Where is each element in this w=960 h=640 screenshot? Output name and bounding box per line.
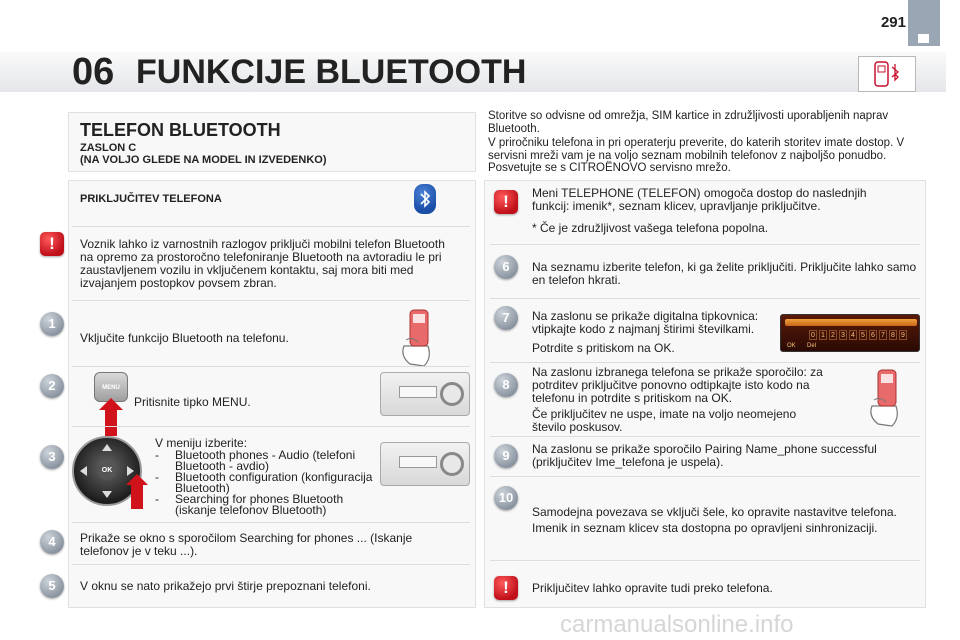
step-text: Vključite funkcijo Bluetooth na telefonu.	[80, 331, 289, 345]
intro-paragraph: V priročniku telefona in pri operaterju preverite, do katerih storitev imate dostop. V servisni mreži vam je na voljo seznam mobilnih telefonov z najboljšo ponudbo. Posvetujte se s CITROËNOVO servisno mrežo.	[488, 137, 905, 174]
keypad-digit-key: 2	[829, 330, 837, 340]
section-subtitle: (NA VOLJO GLEDE NA MODEL IN IZVEDENKO)	[80, 154, 327, 166]
divider	[490, 362, 920, 363]
digital-keypad-screen	[780, 314, 920, 352]
radio-unit-image	[380, 372, 470, 416]
step3-intro: V meniju izberite:	[155, 436, 248, 450]
menu-option: Bluetooth phones - Audio (telefoni Bluetooth - avdio)	[175, 448, 356, 473]
divider	[72, 226, 470, 227]
divider	[72, 366, 470, 367]
chapter-number: 06	[72, 51, 115, 93]
step-text: Imenik in seznam klicev sta dostopna po opravljeni sinhronizaciji.	[532, 521, 878, 535]
step-badge: 1	[40, 312, 64, 336]
keypad-digit-key: 7	[879, 330, 887, 340]
divider	[490, 244, 920, 245]
menu-key: MENU	[94, 372, 128, 402]
keypad-digit-key: 4	[849, 330, 857, 340]
bluetooth-icon	[414, 184, 436, 214]
keypad-digit-key: 3	[839, 330, 847, 340]
keypad-digit-key: 5	[859, 330, 867, 340]
divider	[72, 564, 470, 565]
step-text: Na zaslonu se prikaže digitalna tipkovnica: vtipkajte kodo z najmanj štirimi številkami.	[532, 309, 759, 336]
step-text: Samodejna povezava se vključi šele, ko opravite nastavitve telefona.	[532, 505, 897, 519]
page-number: 291	[880, 14, 906, 31]
hand-phone-icon	[396, 306, 442, 368]
keypad-digit-key: 1	[819, 330, 827, 340]
hand-phone-icon	[864, 366, 910, 428]
arrow-up-icon	[131, 485, 143, 509]
pairing-heading: PRIKLJUČITEV TELEFONA	[80, 193, 222, 205]
step-badge: 7	[494, 306, 518, 330]
keypad-del-key: Del	[807, 343, 817, 349]
step-text: Potrdite s pritiskom na OK.	[532, 341, 675, 355]
keypad-input-bar	[785, 319, 917, 326]
phone-bluetooth-icon	[858, 56, 916, 92]
ok-key: OK	[98, 462, 116, 480]
divider	[490, 436, 920, 437]
keypad-digit-key: 9	[899, 330, 907, 340]
step-badge: 2	[40, 374, 64, 398]
step-badge: 10	[494, 486, 518, 510]
step-badge: 6	[494, 255, 518, 279]
keypad-digit-key: 6	[869, 330, 877, 340]
list-bullet: -	[155, 448, 159, 462]
list-bullet: -	[155, 492, 159, 506]
warning-icon: !	[40, 232, 64, 256]
chapter-title: FUNKCIJE BLUETOOTH	[136, 53, 527, 91]
menu-option: Searching for phones Bluetooth (iskanje telefonov Bluetooth)	[175, 492, 344, 517]
step-badge: 8	[494, 373, 518, 397]
step-text: Pritisnite tipko MENU.	[134, 395, 251, 409]
intro-paragraph: Storitve so odvisne od omrežja, SIM kartice in združljivosti uporabljenih naprav Bluetooth.	[488, 110, 889, 135]
menu-option: Bluetooth configuration (konfiguracija Bluetooth)	[175, 470, 373, 495]
divider	[72, 522, 470, 523]
warning-text: Voznik lahko iz varnostnih razlogov priključi mobilni telefon Bluetooth na opremo za prostoročno telefoniranje Bluetooth na avtoradiu le pri zaustavljenem vozilu in vključenem kontaktu, saj mora biti med izvajanjem postopkov povsem zbran.	[80, 237, 445, 290]
section-subtitle: ZASLON C	[80, 142, 137, 154]
step-badge: 5	[40, 574, 64, 598]
keypad-digits	[809, 330, 907, 340]
arrow-up-icon	[105, 410, 117, 436]
step-badge: 4	[40, 530, 64, 554]
menu-option-list	[155, 450, 375, 516]
arrow-up-icon	[99, 398, 123, 410]
page-tab	[908, 0, 940, 46]
section-title: TELEFON BLUETOOTH	[80, 120, 281, 140]
divider	[490, 560, 920, 561]
step-badge: 3	[40, 445, 64, 469]
step-text: Če priključitev ne uspe, imate na voljo neomejeno število poskusov.	[532, 407, 797, 434]
step-text: Prikaže se okno s sporočilom Searching for phones ... (Iskanje telefonov je v teku ...).	[80, 531, 413, 558]
arrow-up-icon	[126, 474, 148, 485]
keypad-digit-key: 0	[809, 330, 817, 340]
step-badge: 9	[494, 444, 518, 468]
keypad-digit-key: 8	[889, 330, 897, 340]
warning-icon: !	[494, 576, 518, 600]
info-text: Meni TELEPHONE (TELEFON) omogoča dostop do naslednjih funkcij: imenik*, seznam klicev, upravljanje priključitve.	[532, 186, 867, 213]
step-text: Na seznamu izberite telefon, ki ga želite priključiti. Priključite lahko samo en telefon hkrati.	[532, 260, 917, 287]
warning-icon: !	[494, 190, 518, 214]
divider	[72, 426, 470, 427]
info-text: Priključitev lahko opravite tudi preko telefona.	[532, 581, 773, 595]
keypad-ok-key: OK	[787, 343, 796, 349]
step-text: V oknu se nato prikažejo prvi štirje prepoznani telefoni.	[80, 579, 371, 593]
list-bullet: -	[155, 470, 159, 484]
step-text: Na zaslonu se prikaže sporočilo Pairing Name_phone successful (priključitev Ime_telefona je uspela).	[532, 442, 877, 469]
divider	[490, 298, 920, 299]
footnote-text: * Če je združljivost vašega telefona popolna.	[532, 221, 769, 235]
watermark: carmanualsonline.info	[560, 611, 794, 638]
divider	[72, 300, 470, 301]
step-text: Na zaslonu izbranega telefona se prikaže sporočilo: za potrditev priključitve ponovno odtipkajte isto kodo na telefonu in potrdite s pritiskom na OK.	[532, 365, 823, 405]
radio-unit-image	[380, 442, 470, 486]
divider	[490, 476, 920, 477]
